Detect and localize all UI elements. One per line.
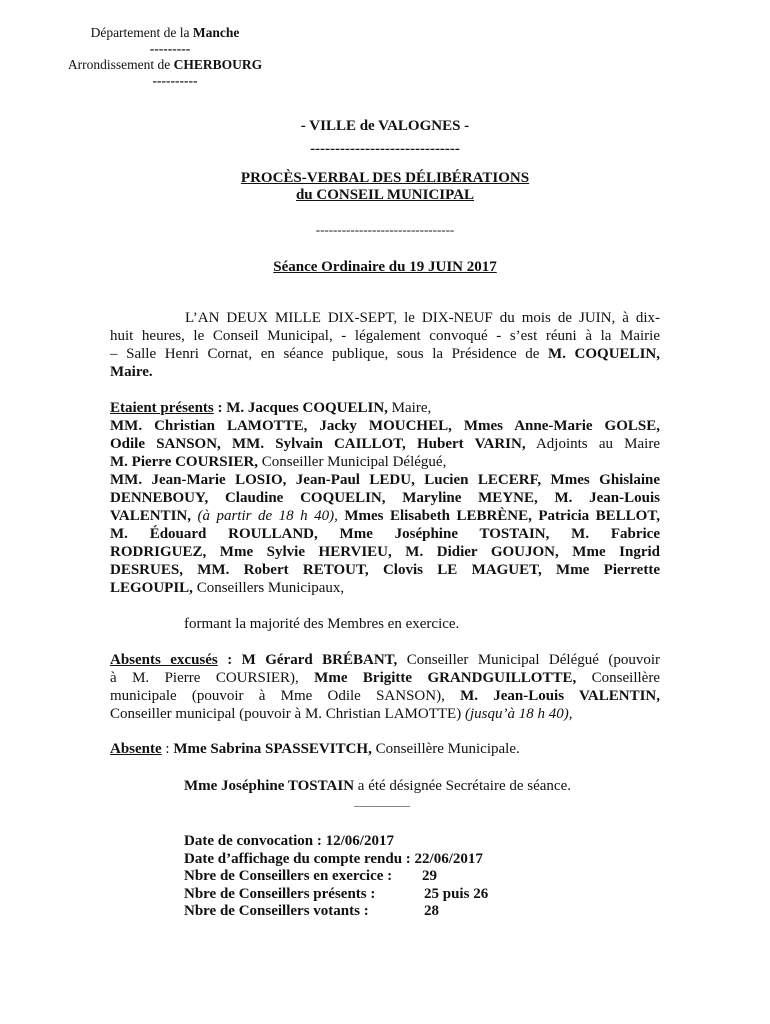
stat-label: Date de convocation : 12/06/2017	[184, 833, 394, 849]
arrondissement-prefix: Arrondissement de	[67, 57, 174, 72]
intro-line-1: L’AN DEUX MILLE DIX-SEPT, le DIX-NEUF du mois de JUIN, à dix-	[185, 310, 660, 326]
presents-delegue: M. Pierre COURSIER,	[110, 454, 259, 470]
pv-title-line2: du CONSEIL MUNICIPAL	[295, 187, 475, 203]
stat-value: 25 puis 26	[424, 885, 489, 902]
presents-delegue-role: Conseiller Municipal Délégué,	[258, 454, 447, 470]
title-separator: ------------------------------	[310, 141, 460, 157]
excuses-line-3-a: municipale (pouvoir à Mme Odile SANSON),	[110, 688, 461, 704]
pv-title-line1: PROCÈS-VERBAL DES DÉLIBÉRATIONS	[240, 170, 530, 186]
excuses-paragraph	[110, 651, 660, 723]
stat-row-exercice	[184, 868, 483, 886]
absente-role: Conseillère Municipale.	[371, 741, 520, 757]
departement-name: Manche	[192, 25, 240, 40]
presents-line-6	[110, 489, 660, 507]
presents-adjoints-role: Adjoints au Maire	[525, 436, 660, 452]
presents-line-1	[110, 399, 660, 417]
excuses-line-3	[110, 687, 660, 705]
arrondissement-name: CHERBOURG	[173, 57, 263, 72]
presents-paragraph	[110, 399, 660, 597]
stat-row-presents	[184, 885, 489, 904]
presents-line-6-b: Claudine COQUELIN, Maryline MEYNE, M. Jean-Louis	[224, 490, 660, 506]
secretaire-line	[184, 777, 571, 795]
header-separator-1: ---------	[149, 41, 191, 56]
header-block	[0, 25, 330, 89]
presents-line-7-a: VALENTIN,	[110, 508, 191, 524]
presents-line-11-role: Conseillers Municipaux,	[192, 580, 345, 596]
seance-title: Séance Ordinaire du 19 JUIN 2017	[273, 259, 497, 275]
presents-line-10: DESRUES, MM. Robert RETOUT, Clovis LE MAGUET, Mme Pierrette	[110, 562, 660, 578]
intro-line-4: Maire.	[110, 364, 153, 380]
excuses-line-1-name: : M Gérard BRÉBANT,	[217, 652, 398, 668]
departement-line	[0, 25, 330, 41]
presents-line-7	[110, 507, 660, 525]
stats-block	[184, 833, 489, 921]
stat-label: Nbre de Conseillers votants :	[184, 903, 369, 919]
secretaire-name: Mme Joséphine TOSTAIN	[184, 778, 355, 794]
presents-line-11-a: LEGOUPIL,	[110, 580, 193, 596]
stat-label: Date d’affichage du compte rendu : 22/06/2017	[184, 850, 483, 867]
presents-mayor: : M. Jacques COQUELIN,	[213, 400, 388, 416]
header-separator-2: ----------	[152, 73, 198, 88]
ville-title: - VILLE de VALOGNES -	[300, 118, 470, 134]
president-name: M. COQUELIN,	[548, 346, 660, 362]
stat-label: Nbre de Conseillers en exercice :	[184, 868, 393, 884]
excuses-line-3-name: M. Jean-Louis VALENTIN,	[460, 688, 660, 704]
excuses-line-1	[110, 651, 660, 669]
presents-label: Etaient présents	[110, 400, 214, 416]
absente-name: Mme Sabrina SPASSEVITCH,	[173, 741, 372, 757]
presents-line-5: MM. Jean-Marie LOSIO, Jean-Paul LEDU, Lucien LECERF, Mmes Ghislaine	[110, 472, 660, 488]
intro-line-3	[110, 345, 660, 363]
presents-line-9: RODRIGUEZ, Mme Sylvie HERVIEU, M. Didier GOUJON, Mme Ingrid	[110, 544, 660, 560]
stat-row-votants	[184, 903, 483, 921]
excuses-line-2	[110, 669, 660, 687]
excuses-line-4-note: (jusqu’à 18 h 40),	[464, 706, 573, 722]
intro-line-2: huit heures, le Conseil Municipal, - légalement convoqué - s’est réuni à la Mairie	[110, 328, 660, 344]
stat-label: Nbre de Conseillers présents :	[184, 885, 376, 902]
absente-sep: :	[161, 741, 174, 757]
absente-line	[110, 740, 520, 758]
presents-line-11	[110, 579, 660, 597]
presents-line-7-c: Mmes Elisabeth LEBRÈNE, Patricia BELLOT,	[337, 508, 660, 524]
stat-row-convocation	[184, 833, 483, 851]
intro-paragraph	[110, 309, 660, 381]
presents-line-6-a: DENNEBOUY,	[110, 490, 225, 506]
arrondissement-line	[0, 57, 330, 73]
presents-line-8: M. Édouard ROULLAND, Mme Joséphine TOSTAIN, M. Fabrice	[110, 526, 660, 542]
excuses-line-2-role: Conseillère	[576, 670, 660, 686]
title-separator-2: --------------------------------	[315, 222, 455, 237]
excuses-line-2-name: Mme Brigitte GRANDGUILLOTTE,	[314, 670, 577, 686]
majorite-line: formant la majorité des Membres en exercice.	[184, 616, 460, 632]
excuses-label: Absents excusés	[110, 652, 218, 668]
absente-label: Absente	[110, 741, 162, 757]
excuses-line-4-a: Conseiller municipal (pouvoir à M. Christian LAMOTTE)	[110, 706, 465, 722]
presents-mayor-role: Maire,	[387, 400, 432, 416]
excuses-line-4	[110, 705, 660, 723]
excuses-line-1-role: Conseiller Municipal Délégué (pouvoir	[397, 652, 660, 668]
presents-line-3	[110, 435, 660, 453]
presents-line-7-note: (à partir de 18 h 40),	[191, 508, 338, 524]
intro-line-3-text: – Salle Henri Cornat, en séance publique, sous la Présidence de	[110, 346, 549, 362]
stat-value: 29	[422, 868, 437, 884]
presents-line-2: MM. Christian LAMOTTE, Jacky MOUCHEL, Mmes Anne-Marie GOLSE,	[110, 418, 660, 434]
excuses-line-2-a: à M. Pierre COURSIER),	[110, 670, 315, 686]
presents-adjoints: Odile SANSON, MM. Sylvain CAILLOT, Hubert VARIN,	[110, 436, 526, 452]
secretaire-text: a été désignée Secrétaire de séance.	[354, 778, 571, 794]
stat-row-affichage	[184, 851, 483, 869]
stat-value: 28	[424, 903, 439, 919]
secretaire-separator: —————	[354, 798, 409, 812]
presents-line-4	[110, 453, 660, 471]
departement-prefix: Département de la	[90, 25, 193, 40]
